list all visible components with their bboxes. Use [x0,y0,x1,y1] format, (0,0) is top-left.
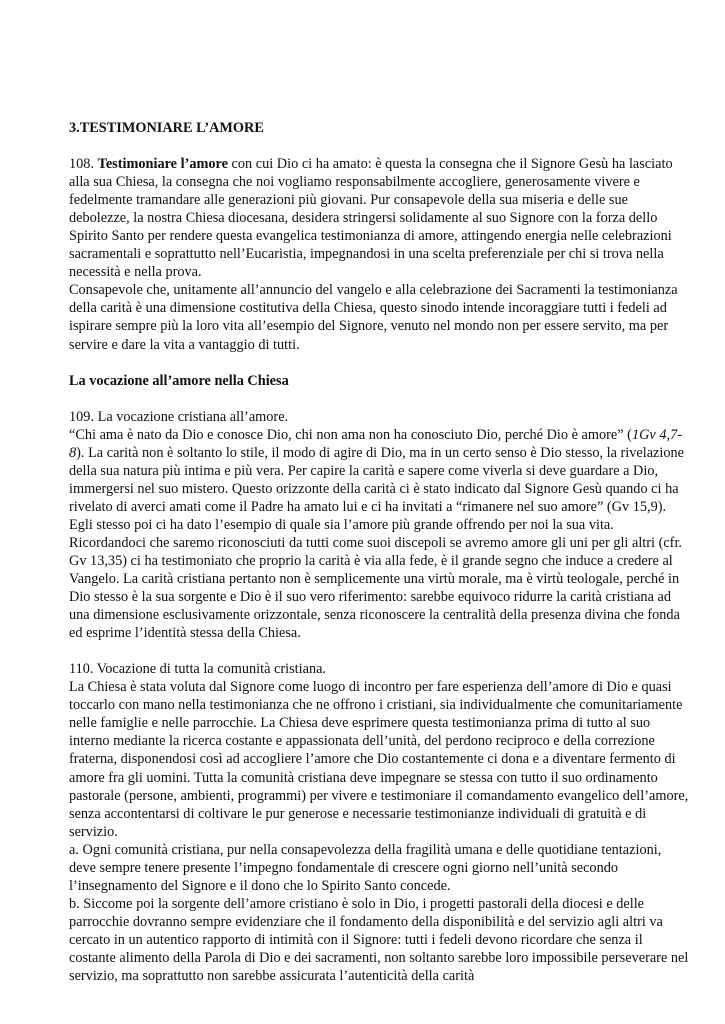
paragraph-108-continued: Consapevole che, unitamente all’annuncio del vangelo e alla celebrazione dei Sacramenti la testimonianza della carità è una dimensione costitutiva della Chiesa, questo sinodo intende incoraggiare tutti i fedeli ad ispirare sempre più la loro vita all’esempio del Signore, venuto nel mondo non per essere servito, ma per servire e dare la vita a vantaggio di tutti. [69,282,678,353]
paragraph-109-title: 109. La vocazione cristiana all’amore. [69,408,289,425]
paragraph-text: con cui Dio ci ha amato: è questa la consegna che il Signore Gesù ha lasciato alla sua Chiesa, la consegna che noi vogliamo responsabilmente accogliere, generosamente vivere e fedelmente tramandare alle generazioni più giovani. Pur consapevole della sua miseria e delle sue debolezze, la nostra Chiesa diocesana, desidera stringersi solidamente al suo Signore con la forza dello Spirito Santo per rendere questa evangelica testimonianza di amore, attingendo energia nelle celebrazioni sacramentali e soprattutto nell’Eucaristia, impegnandosi in una scelta preferenziale per chi si trova nella necessità e nella prova. [69,156,673,281]
paragraph-number: 108. [69,156,98,173]
paragraph-109 [69,426,689,643]
subheading: La vocazione all’amore nella Chiesa [69,372,289,389]
paragraph-110-title: 110. Vocazione di tutta la comunità cristiana. [69,661,327,678]
paragraph-108 [69,155,689,281]
paragraph-110: La Chiesa è stata voluta dal Signore come luogo di incontro per fare esperienza dell’amore di Dio e quasi toccarlo con mano nella testimonianza che ne offrono i cristiani, sia individualmente che comunitariamente nelle famiglie e nelle parrocchie. La Chiesa deve esprimere questa testimonianza prima di tutto al suo interno mediante la ricerca costante e appassionata dell’unità, del perdono reciproco e della correzione fraterna, disponendosi così ad accogliere l’amore che Dio costantemente ci dona e a diventare fermento di amore fra gli uomini. Tutta la comunità cristiana deve impegnare se stessa con tutto il suo ordinamento pastorale (persone, ambienti, programmi) per vivere e testimoniare il comandamento evangelico dell’amore, senza accontentarsi di coltivare le pur generose e necessarie testimonianze individuali di gratuità e di servizio. [69,679,689,840]
spacer [69,642,689,660]
section-title: 3.TESTIMONIARE L’AMORE [69,120,264,136]
bible-reference: 1Gv 4,7-8 [69,426,682,461]
bold-phrase: Testimoniare l’amore [97,156,228,173]
quote-text: “Chi ama è nato da Dio e conosce Dio, chi non ama non ha conosciuto Dio, perché Dio è amore” ( [69,426,632,443]
spacer [69,390,689,408]
list-item-b: b. Siccome poi la sorgente dell’amore cristiano è solo in Dio, i progetti pastorali della diocesi e delle parrocchie dovranno sempre evidenziare che il fondamento della disponibilità e del servizio agli altri va cercato in un autentico rapporto di intimità con il Signore: tutti i fedeli devono ricordare che senza il costante alimento della Parola di Dio e dei sacramenti, non soltanto sarebbe loro impossibile perseverare nel servizio, ma soprattutto non sarebbe assicurata l’autenticità della carità [69,895,689,985]
spacer [69,137,689,155]
paragraph-text: ). La carità non è soltanto lo stile, il modo di agire di Dio, ma in un certo senso è Dio stesso, la rivelazione della sua natura più intima e più vera. Per capire la carità e sapere come viverla si deve guardare a Dio, immergersi nel suo mistero. Questo orizzonte della carità ci è stato indicato dal Signore Gesù quando ci ha rivelato di averci amati come il Padre ha amato lui e ci ha invitati a “rimanere nel suo amore” (Gv 15,9). Egli stesso poi ci ha dato l’esempio di quale sia l’amore più grande offrendo per noi la sua vita. Ricordandoci che saremo riconosciuti da tutti come suoi discepoli se avremo amore gli uni per gli altri (cfr. Gv 13,35) ci ha testimoniato che proprio la carità è via alla fede, è il grande segno che induce a credere al Vangelo. La carità cristiana pertanto non è semplicemente una virtù morale, ma è virtù teologale, perché in Dio stesso è la sua sorgente e Dio è il suo vero riferimento: sarebbe equivoco ridurre la carità cristiana ad una dimensione esclusivamente orizzontale, senza riconoscere la centralità della presenza divina che fonda ed esprime l’identità stessa della Chiesa. [69,444,685,642]
list-item-a: a. Ogni comunità cristiana, pur nella consapevolezza della fragilità umana e delle quotidiane tentazioni, deve sempre tenere presente l’impegno fondamentale di crescere ogni giorno nell’unità secondo l’insegnamento del Signore e il dono che lo Spirito Santo concede. [69,841,662,894]
spacer [69,354,689,372]
document-page [69,119,689,985]
